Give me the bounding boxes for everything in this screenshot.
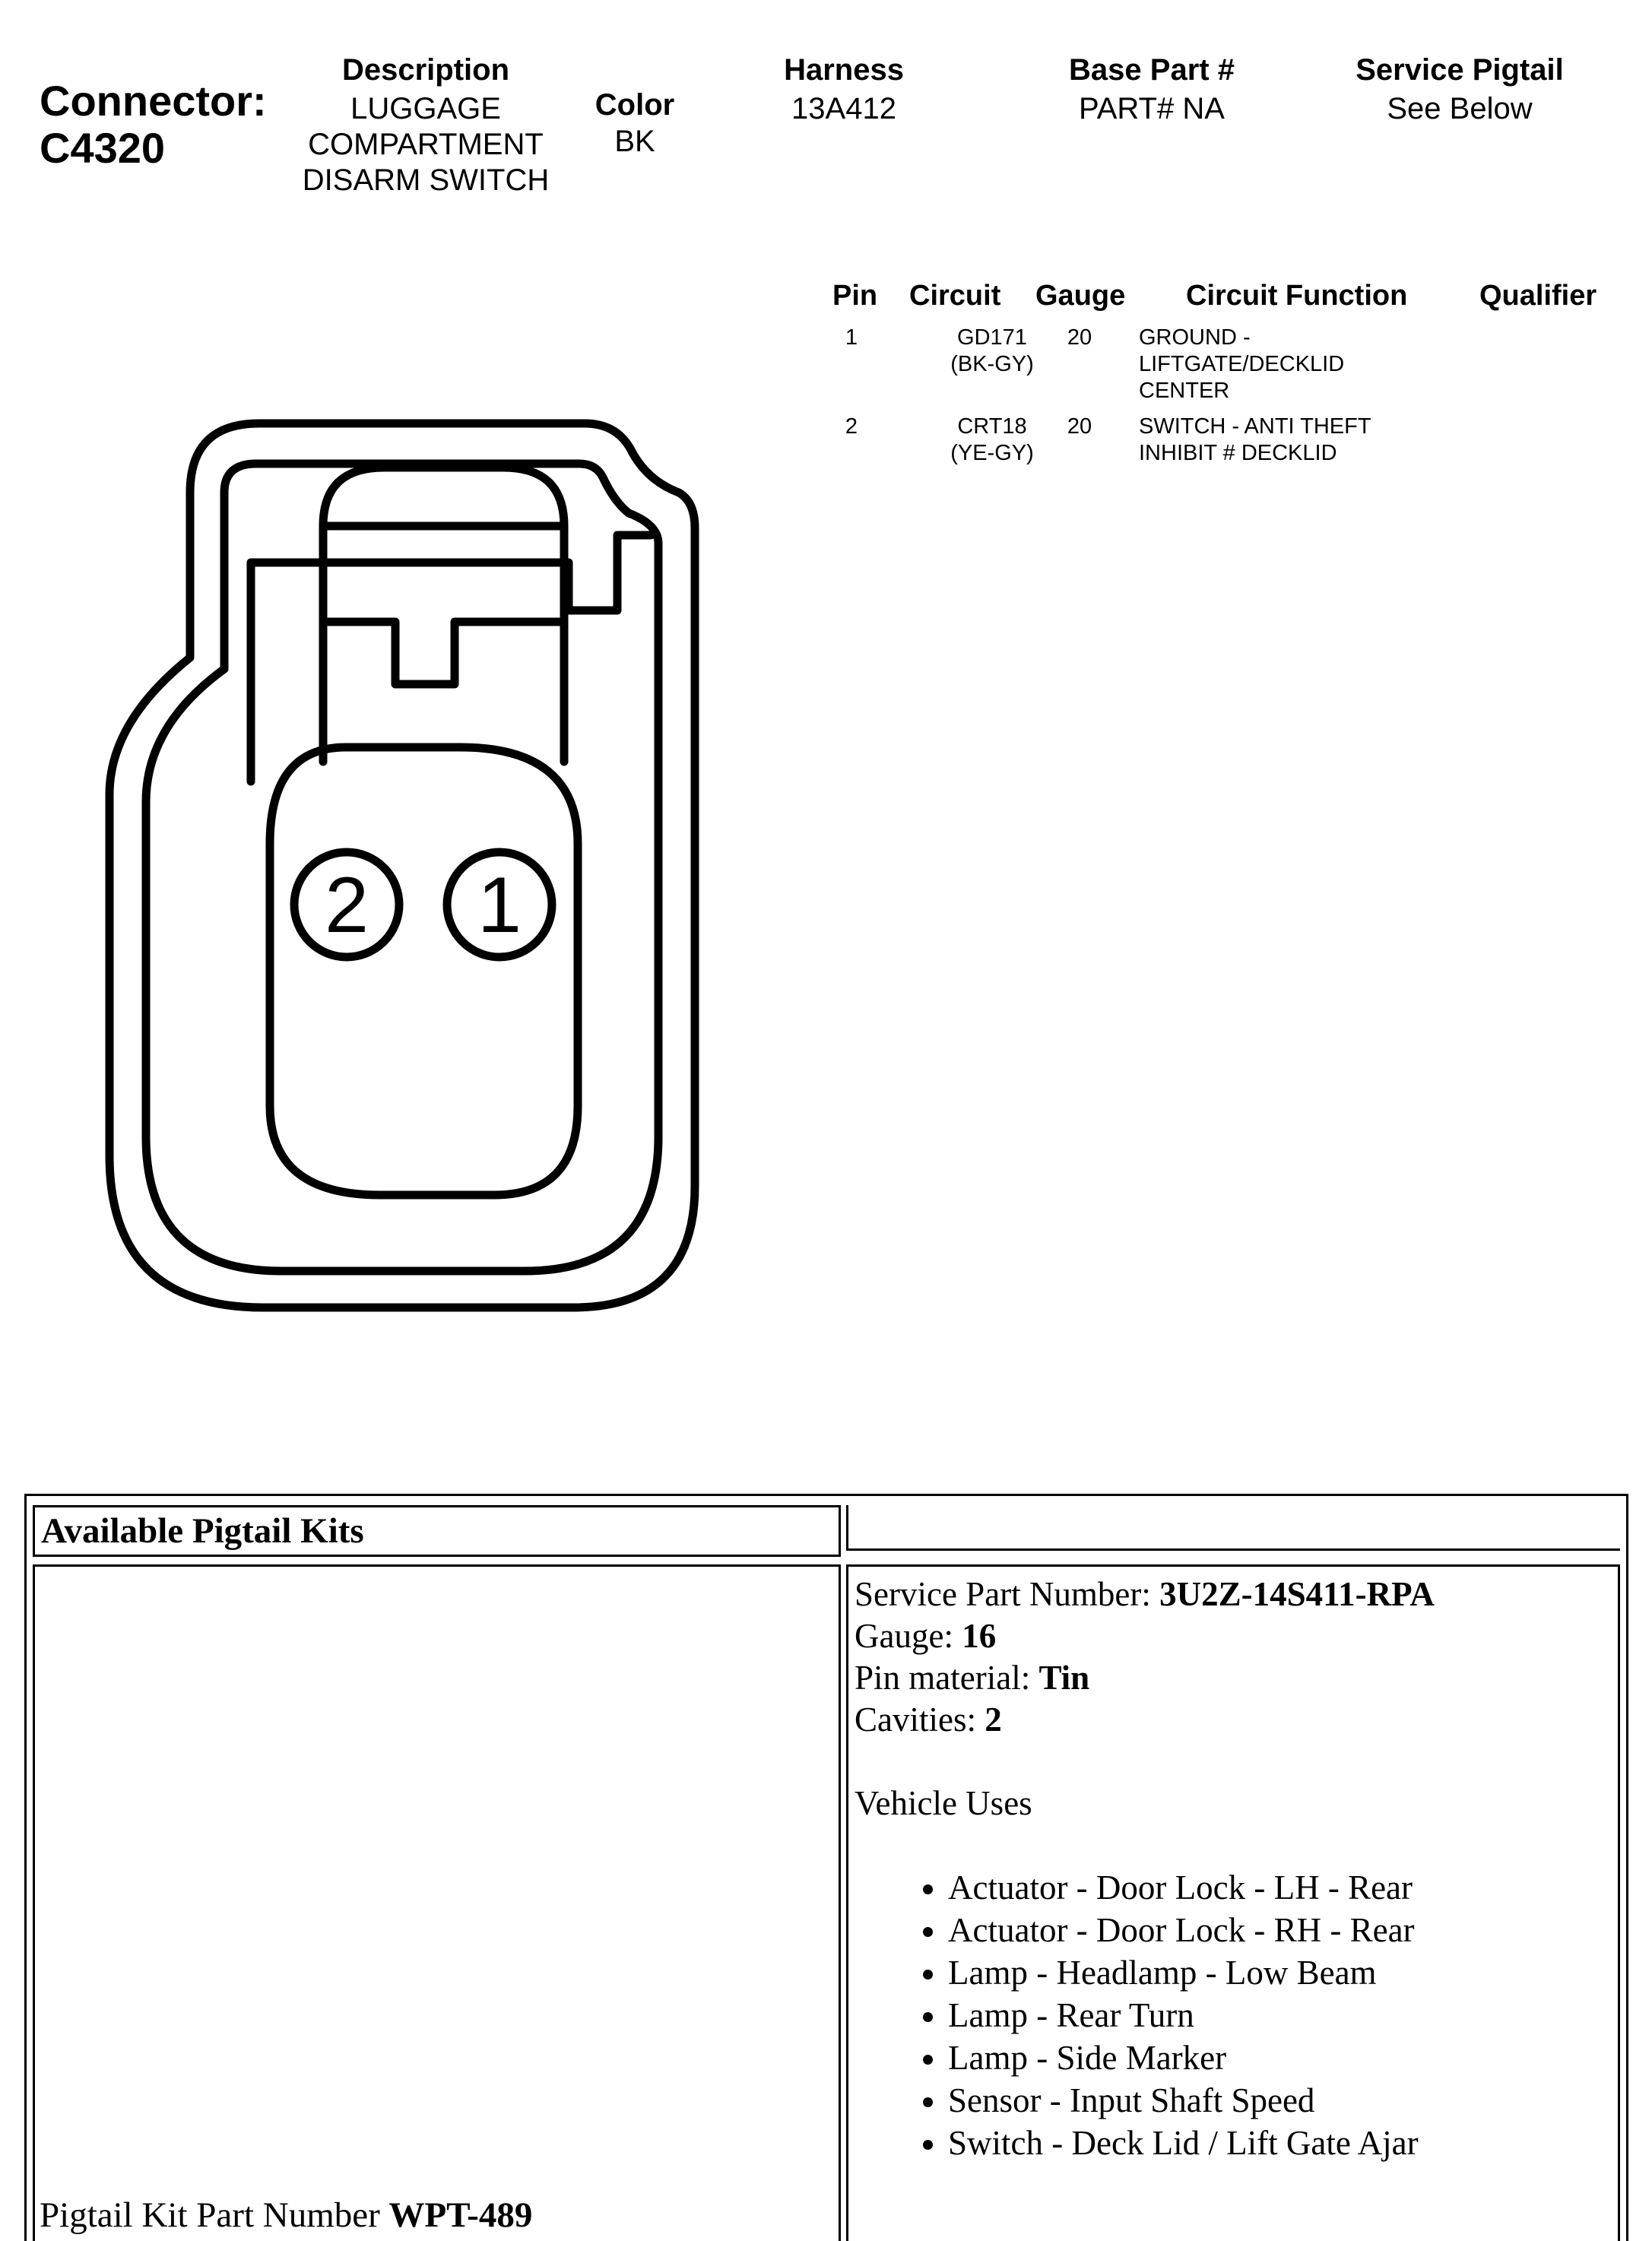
key-notch bbox=[328, 622, 564, 684]
service-pigtail-column bbox=[1323, 53, 1597, 127]
cavity-body bbox=[270, 747, 578, 1195]
vehicle-uses-title: Vehicle Uses bbox=[855, 1784, 1032, 1822]
pin-1-label: 1 bbox=[477, 861, 522, 949]
base-part-column bbox=[1026, 53, 1277, 127]
function-cell bbox=[1139, 325, 1458, 404]
list-item: • Actuator - Door Lock - LH - Rear bbox=[948, 1866, 1618, 1909]
pin-material-line bbox=[855, 1657, 1618, 1699]
function-line: SWITCH - ANTI THEFT bbox=[1139, 414, 1371, 439]
circuit-column-header: Circuit bbox=[909, 280, 1001, 312]
gauge-cell: 20 bbox=[1067, 414, 1092, 439]
connector-face-diagram bbox=[0, 0, 760, 1368]
function-line: LIFTGATE/DECKLID bbox=[1139, 352, 1345, 376]
list-item: • Switch - Deck Lid / Lift Gate Ajar bbox=[948, 2122, 1618, 2164]
base-part-header: Base Part # bbox=[1069, 53, 1235, 87]
description-line: LUGGAGE bbox=[350, 92, 501, 125]
cavities-value: 2 bbox=[985, 1701, 1002, 1739]
kit-details-cell bbox=[846, 1564, 1620, 2241]
service-pigtail-header: Service Pigtail bbox=[1356, 53, 1564, 87]
circuit-code: CRT18 bbox=[957, 414, 1027, 439]
gauge-label: Gauge: bbox=[855, 1617, 962, 1655]
cavities-label: Cavities: bbox=[855, 1701, 985, 1739]
circuit-color: (BK-GY) bbox=[950, 352, 1034, 376]
function-line: INHIBIT # DECKLID bbox=[1139, 441, 1337, 465]
service-part-line bbox=[855, 1574, 1618, 1615]
function-cell bbox=[1139, 414, 1458, 467]
list-item: • Lamp - Rear Turn bbox=[948, 1994, 1618, 2037]
connector-label: Connector: bbox=[40, 77, 267, 125]
pin-number: 1 bbox=[845, 325, 858, 350]
gauge-cell: 20 bbox=[1067, 325, 1092, 350]
connector-id: C4320 bbox=[40, 124, 166, 172]
pin-2-label: 2 bbox=[325, 861, 369, 949]
function-line: GROUND - bbox=[1139, 325, 1251, 350]
list-item: • Lamp - Headlamp - Low Beam bbox=[948, 1951, 1618, 1994]
latch-block bbox=[323, 468, 564, 526]
vehicle-uses-list bbox=[855, 1866, 1618, 2164]
kit-part-number-line bbox=[40, 2195, 532, 2236]
pin-table bbox=[798, 280, 1635, 477]
gauge-line bbox=[855, 1615, 1618, 1657]
kit-part-number: WPT-489 bbox=[388, 2195, 533, 2235]
color-header: Color bbox=[595, 88, 675, 122]
harness-column bbox=[730, 53, 958, 127]
list-item: • Actuator - Door Lock - RH - Rear bbox=[948, 1909, 1618, 1951]
description-line: COMPARTMENT bbox=[308, 128, 544, 161]
circuit-code: GD171 bbox=[957, 325, 1027, 350]
qualifier-column-header: Qualifier bbox=[1479, 280, 1597, 312]
pin-material-value: Tin bbox=[1038, 1659, 1090, 1697]
list-item: • Sensor - Input Shaft Speed bbox=[948, 2079, 1618, 2122]
kit-image-cell bbox=[33, 1564, 841, 2241]
gauge-value: 16 bbox=[962, 1617, 997, 1655]
pin-material-label: Pin material: bbox=[855, 1659, 1039, 1697]
cavities-line bbox=[855, 1699, 1618, 1741]
color-value: BK bbox=[614, 125, 655, 158]
housing-outer-outline bbox=[109, 423, 695, 1308]
service-part-value: 3U2Z-14S411-RPA bbox=[1159, 1575, 1435, 1613]
harness-header: Harness bbox=[784, 53, 904, 87]
kit-part-label: Pigtail Kit Part Number bbox=[40, 2195, 389, 2235]
circuit-function-column-header: Circuit Function bbox=[1186, 280, 1408, 312]
service-part-label: Service Part Number: bbox=[855, 1575, 1160, 1613]
service-pigtail-value: See Below bbox=[1387, 92, 1533, 125]
description-header: Description bbox=[341, 53, 510, 87]
harness-value: 13A412 bbox=[791, 92, 896, 125]
kits-header-spacer bbox=[846, 1505, 1620, 1551]
list-item: • Lamp - Side Marker bbox=[948, 2037, 1618, 2079]
base-part-value: PART# NA bbox=[1079, 92, 1225, 125]
description-line: DISARM SWITCH bbox=[302, 163, 550, 197]
gauge-column-header: Gauge bbox=[1035, 280, 1126, 312]
pin-number: 2 bbox=[845, 414, 858, 439]
circuit-color: (YE-GY) bbox=[950, 441, 1034, 465]
pigtail-kits-title: Available Pigtail Kits bbox=[33, 1505, 841, 1557]
function-line: CENTER bbox=[1139, 379, 1230, 403]
pin-column-header: Pin bbox=[832, 280, 878, 312]
